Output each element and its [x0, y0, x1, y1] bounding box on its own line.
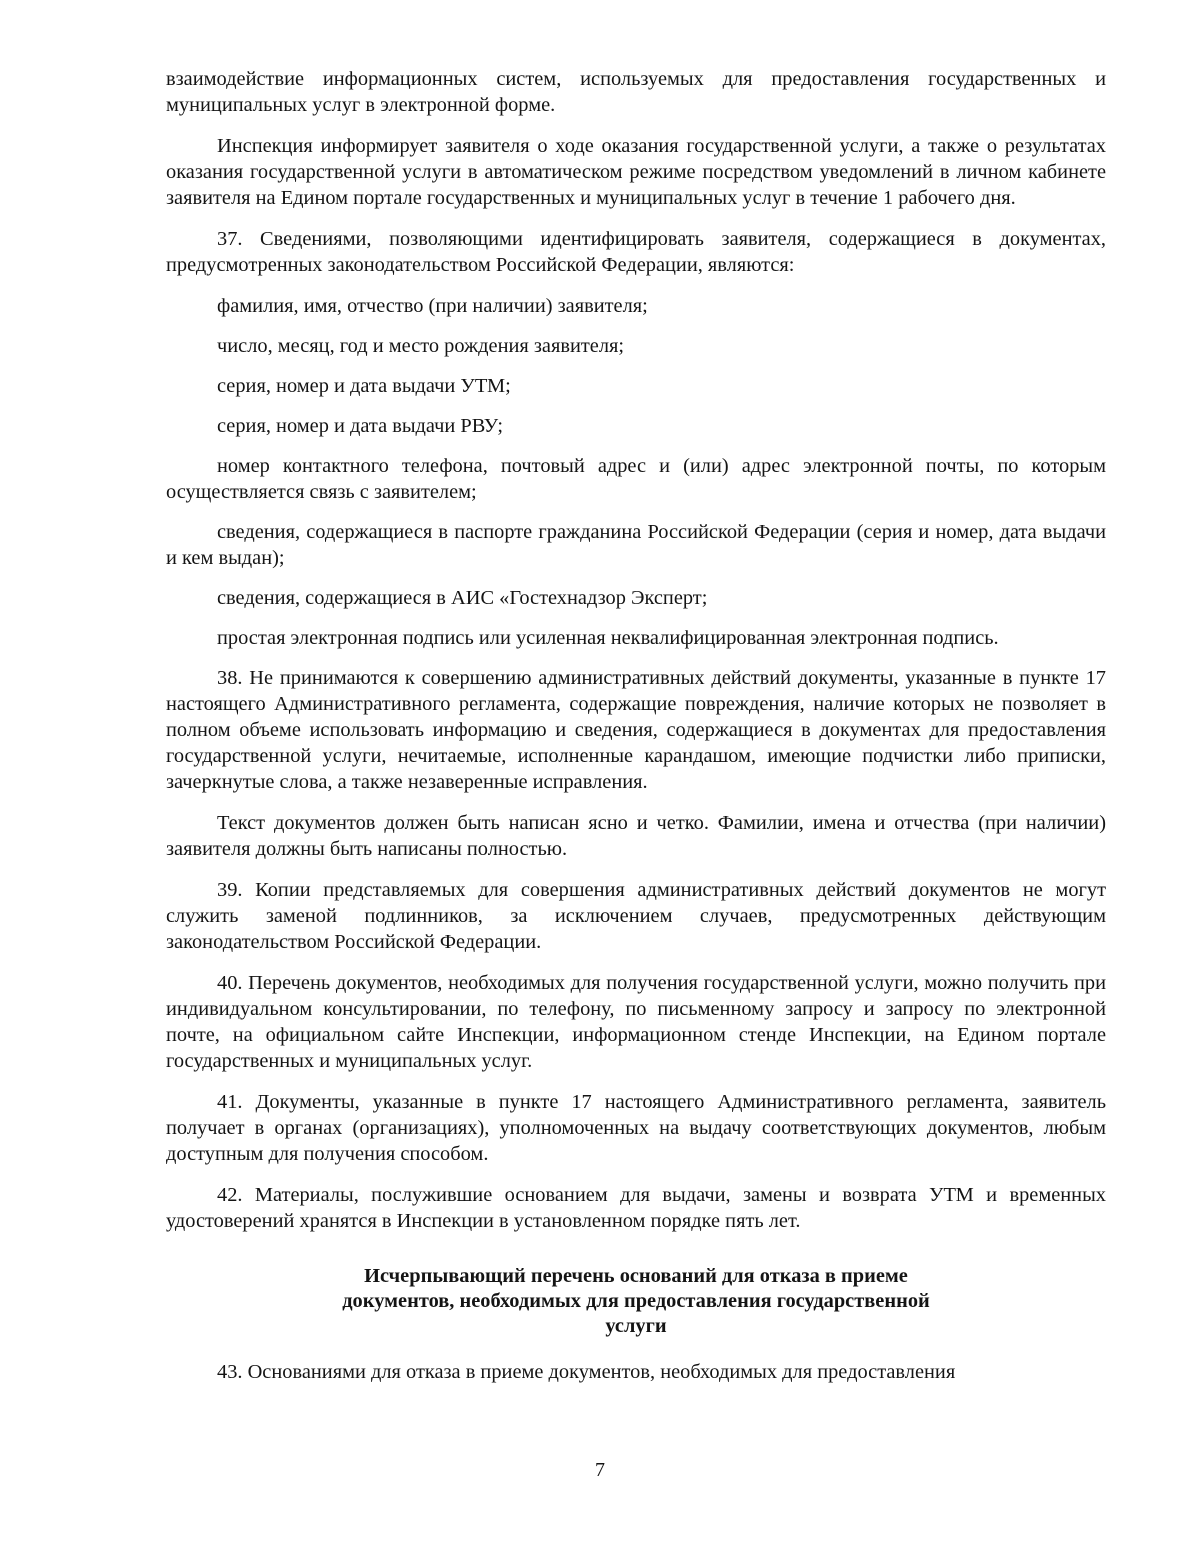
paragraph-40: 40. Перечень документов, необходимых для получения государственной услуги, можно получить при индивидуальном консультировании, по телефону, по письменному запросу и запросу по электронной почте, на официальном сайте Инспекции, информационном стенде Инспекции, на Едином портале государственных и муниципальных услуг.: [166, 972, 1106, 1072]
page-number: 7: [595, 1459, 605, 1481]
paragraph-43: 43. Основаниями для отказа в приеме документов, необходимых для предоставления: [217, 1361, 956, 1383]
list-item-rvu: серия, номер и дата выдачи РВУ;: [217, 415, 504, 437]
paragraph-document-text: Текст документов должен быть написан ясно и четко. Фамилии, имена и отчества (при наличии) заявителя должны быть написаны полностью.: [166, 812, 1106, 860]
paragraph-37: 37. Сведениями, позволяющими идентифицировать заявителя, содержащиеся в документах, предусмотренных законодательством Российской Федерации, являются:: [166, 228, 1106, 276]
list-item-contacts: номер контактного телефона, почтовый адрес и (или) адрес электронной почты, по которым осуществляется связь с заявителем;: [166, 455, 1106, 503]
paragraph-38: 38. Не принимаются к совершению административных действий документы, указанные в пункте 17 настоящего Административного регламента, содержащие повреждения, наличие которых не позволяет в полном объеме использовать информацию и сведения, содержащиеся в документах для предоставления государственной услуги, нечитаемые, исполненные карандашом, имеющие подчистки либо приписки, зачеркнутые слова, а также незаверенные исправления.: [166, 667, 1106, 793]
list-item-ais: сведения, содержащиеся в АИС «Гостехнадзор Эксперт;: [217, 587, 708, 609]
list-item-signature: простая электронная подпись или усиленная неквалифицированная электронная подпись.: [217, 627, 999, 649]
list-item-utm: серия, номер и дата выдачи УТМ;: [217, 375, 511, 397]
list-item-full-name: фамилия, имя, отчество (при наличии) заявителя;: [217, 295, 648, 317]
section-heading: [166, 1264, 1106, 1339]
paragraph-41: 41. Документы, указанные в пункте 17 настоящего Административного регламента, заявитель получает в органах (организациях), уполномоченных на выдачу соответствующих документов, любым доступным для получения способом.: [166, 1091, 1106, 1165]
section-heading-line-2: документов, необходимых для предоставления государственной: [342, 1290, 930, 1312]
document-body: [166, 66, 1106, 1400]
paragraph-continuation: взаимодействие информационных систем, используемых для предоставления государственных и муниципальных услуг в электронной форме.: [166, 68, 1106, 116]
list-item-birth-date-place: число, месяц, год и место рождения заявителя;: [217, 335, 625, 357]
paragraph-inspection-informs: Инспекция информирует заявителя о ходе оказания государственной услуги, а также о результатах оказания государственной услуги в автоматическом режиме посредством уведомлений в личном кабинете заявителя на Едином портале государственных и муниципальных услуг в течение 1 рабочего дня.: [166, 135, 1106, 209]
paragraph-42: 42. Материалы, послужившие основанием для выдачи, замены и возврата УТМ и временных удостоверений хранятся в Инспекции в установленном порядке пять лет.: [166, 1184, 1106, 1232]
list-item-passport: сведения, содержащиеся в паспорте гражданина Российской Федерации (серия и номер, дата выдачи и кем выдан);: [166, 521, 1106, 569]
section-heading-line-3: услуги: [605, 1315, 667, 1337]
section-heading-line-1: Исчерпывающий перечень оснований для отказа в приеме: [364, 1265, 908, 1287]
paragraph-39: 39. Копии представляемых для совершения административных действий документов не могут служить заменой подлинников, за исключением случаев, предусмотренных действующим законодательством Российской Федерации.: [166, 879, 1106, 953]
